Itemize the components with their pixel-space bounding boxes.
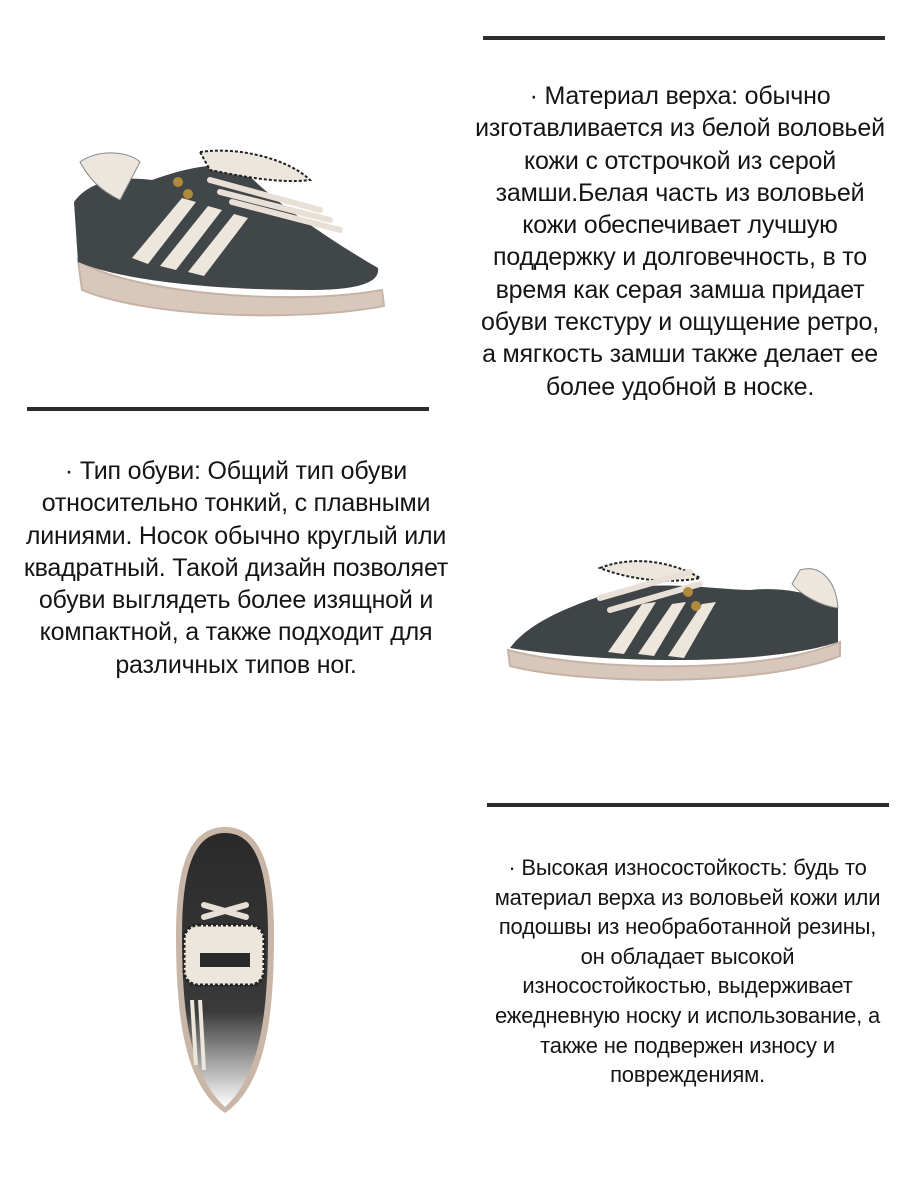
- bullet: ·: [529, 82, 538, 110]
- durability-text: [490, 853, 885, 1090]
- bullet: ·: [508, 855, 516, 880]
- upper-material-text: [472, 80, 888, 403]
- shoe-type-text: [16, 455, 456, 681]
- divider-top-right: [483, 36, 885, 40]
- shoe-type-body: Тип обуви: Общий тип обуви относительно тонкий, с плавными линиями. Носок обычно круглый или квадратный. Такой дизайн позволяет обуви выглядеть более изящной и компактной, а также подходит для различных типов ног.: [23, 457, 449, 679]
- divider-bottom-right: [487, 803, 889, 807]
- bullet: ·: [64, 457, 74, 485]
- divider-middle-left: [27, 407, 429, 411]
- shoe-side-left-image: [60, 140, 400, 340]
- shoe-side-right-image: [500, 550, 850, 700]
- upper-material-body: Материал верха: обычно изготавливается из белой воловьей кожи с отстрочкой из серой замши.Белая часть из воловьей кожи обеспечивает лучшую поддержку и долговечность, в то время как серая замша придает обуви текстуру и ощущение ретро, а мягкость замши также делает ее более удобной в носке.: [475, 82, 885, 401]
- shoe-top-image: [170, 825, 280, 1115]
- durability-body: Высокая износостойкость: будь то материал верха из воловьей кожи или подошвы из необработанной резины, он обладает высокой износостойкостью, выдерживает ежедневную носку и использование, а также не подвержен износу и повреждениям.: [494, 855, 881, 1088]
